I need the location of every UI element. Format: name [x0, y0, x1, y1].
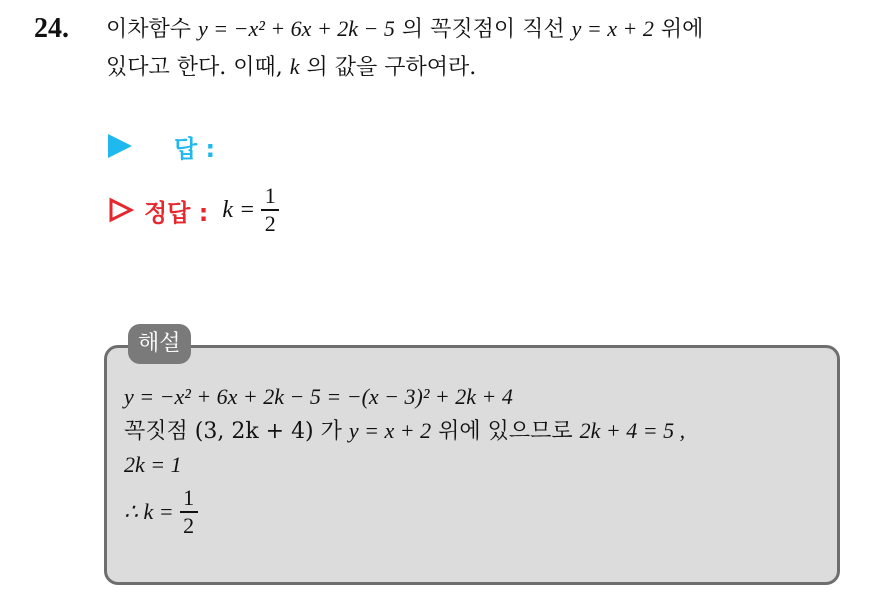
answer-row	[108, 130, 215, 162]
solution-denominator: 2	[183, 512, 195, 538]
answer-numerator: 1	[264, 183, 276, 209]
question-line-1	[106, 12, 884, 50]
question-line-1-prefix: 이차함수	[106, 17, 199, 42]
outline-triangle-icon	[108, 197, 134, 223]
question-line-2-var: k	[289, 54, 300, 79]
solution-line-2-math2: 2k + 4 = 5 ,	[579, 418, 686, 443]
solution-line-1: y = −x² + 6x + 2k − 5 = −(x − 3)² + 2k + 4	[124, 384, 513, 409]
answer-equation-lhs: k =	[222, 196, 256, 223]
question-line-2	[106, 50, 884, 88]
solution-line-3: 2k = 1	[124, 452, 182, 477]
answer-label: 답 :	[174, 134, 216, 163]
question-text	[106, 12, 884, 88]
solution-line-2-math: y = x + 2	[348, 418, 432, 443]
question-line-1-middle: 의 꼭짓점이 직선	[394, 17, 572, 42]
solution-line-2-prefix: 꼭짓점 (3, 2k + 4) 가	[124, 419, 349, 444]
solution-content	[124, 380, 834, 542]
question-number: 24.	[34, 13, 69, 44]
question-line-1-function: y = −x² + 6x + 2k − 5	[198, 16, 395, 41]
solution-line-4-lhs: ∴ k =	[124, 499, 174, 524]
solution-tab: 해설	[128, 324, 191, 364]
answer-fraction	[261, 184, 279, 236]
question-line-1-suffix: 위에	[653, 17, 704, 42]
question-line-2-suffix: 의 값을 구하여라.	[299, 55, 477, 80]
solution-line-4	[124, 482, 834, 542]
solution-numerator: 1	[183, 485, 195, 511]
solution-fraction	[180, 486, 198, 538]
answer-denominator: 2	[264, 210, 276, 236]
solution-line-2-mid: 위에 있으므로	[431, 419, 580, 444]
correct-answer-label: 정답 :	[144, 198, 209, 227]
correct-answer-row	[108, 180, 279, 240]
filled-triangle-icon	[108, 134, 132, 158]
question-line-1-line-eq: y = x + 2	[571, 16, 654, 41]
question-line-2-prefix: 있다고 한다. 이때,	[106, 55, 290, 80]
solution-line-2	[124, 414, 834, 448]
